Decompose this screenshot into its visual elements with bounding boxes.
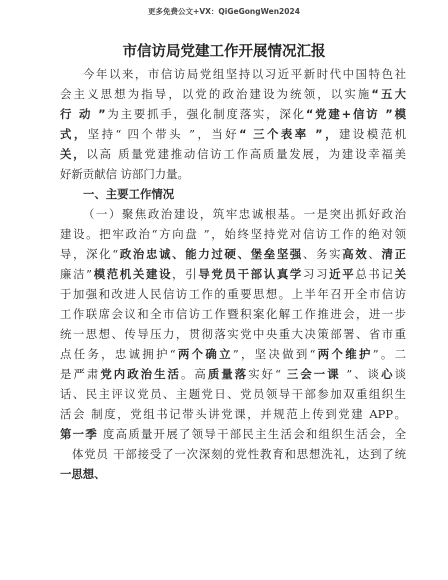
text: 好新贡献信 访部门力量。	[60, 167, 189, 181]
bold-text: 清正	[381, 247, 406, 261]
bold-text: “党建+信访 ”模	[305, 107, 406, 121]
text: 习习	[302, 267, 330, 281]
text: ”，坚决做到“	[232, 347, 316, 361]
text: ，引	[172, 267, 199, 281]
text: 会主义思想为指导，以党的政治建设为统领，以实施	[60, 87, 372, 101]
text: （一）聚焦政治建设，筑牢忠诚根基。一是突出抓好政治	[83, 207, 406, 221]
bold-text: “ 三个表率 ”，	[239, 127, 340, 141]
text: 导，深化“	[60, 247, 119, 261]
text: 廉洁	[60, 267, 87, 281]
text: 是严肃	[60, 367, 101, 381]
bold-text: 第一季	[60, 427, 99, 441]
intro-line-5	[60, 144, 406, 164]
bold-text: “五大	[371, 87, 406, 101]
bold-text: 式，	[60, 127, 88, 141]
bold-text: 关，	[60, 147, 87, 161]
text: ”、谈	[340, 367, 382, 381]
text: 为主要抓手，强化制度落实，深化	[105, 107, 306, 121]
text: 建设模范机	[339, 127, 406, 141]
bold-text: 近平	[329, 267, 356, 281]
para-line-1	[60, 204, 406, 224]
bold-text: 两个确立	[175, 347, 233, 361]
para-line-14: 一思想、	[60, 467, 106, 481]
text: 谈	[394, 367, 406, 381]
intro-line-3	[60, 104, 406, 124]
para-line-8	[60, 344, 406, 364]
para-line-6	[60, 304, 406, 324]
text: 工作联席会议和全市信访工作暨积案化解工作推进会，进一步	[60, 307, 406, 321]
para-line-13	[60, 444, 406, 464]
text: 以高 质量党建推动信访工作高质量发展，为建设幸福美	[86, 147, 406, 161]
document-body	[60, 64, 406, 484]
text: 活会 制度，党组书记带头讲党课，并规范上传到党建 APP。	[60, 407, 406, 421]
bold-text: 党内政治生活	[100, 367, 181, 381]
bold-text: 行 动 ”	[60, 107, 106, 121]
text: 总书记	[355, 267, 395, 281]
text: 、	[368, 247, 382, 261]
intro-line-2	[60, 84, 406, 104]
text: 实好“	[248, 367, 281, 381]
text: 度高质量开展了领导干部民主生活会和组织生活会，全	[98, 427, 406, 441]
intro-line-6	[60, 164, 406, 184]
intro-line-4	[60, 124, 406, 144]
text: 。高	[180, 367, 208, 381]
para-line-9	[60, 364, 406, 384]
text: 建设。把牢政治“方向盘 ”，始终坚持党对信访工作的绝对领	[60, 227, 406, 241]
intro-line-1	[60, 64, 406, 84]
text: 点任务，忠诚拥护“	[60, 347, 176, 361]
bold-text: 关	[394, 267, 406, 281]
para-line-7	[60, 324, 406, 344]
text: ”。二	[372, 347, 406, 361]
header-note: 更多免费公文+VX：QiGeGongWen2024	[148, 7, 300, 16]
para-line-2	[60, 224, 406, 244]
bold-text: 导党员干部认真学	[198, 267, 303, 281]
text: 于加强和改进人民信访工作的重要思想。上半年召开全市信访	[60, 287, 406, 301]
document-title: 市信访局党建工作开展情况汇报	[122, 44, 326, 60]
text: ”	[86, 267, 92, 281]
text: 今年以来，市信访局党组坚持以习近平新时代中国特色社	[83, 67, 406, 81]
bold-text: 模范机关建设	[92, 267, 173, 281]
para-line-10	[60, 384, 406, 404]
text: 坚持“ 四个带头 ”，当好	[87, 127, 240, 141]
para-line-4	[60, 264, 406, 284]
bold-text: 高效	[342, 247, 369, 261]
bold-text: 政治忠诚、能力过硬、堡垒坚强	[118, 247, 303, 261]
bold-text: 质量落	[207, 367, 249, 381]
text: 、务实	[302, 247, 343, 261]
text: 统一思想、传导压力，贯彻落实党中央重大决策部署、省市重	[60, 327, 406, 341]
para-line-3	[60, 244, 406, 264]
section-heading: 一、主要工作情况	[83, 187, 175, 201]
text: 体党员 干部接受了一次深刻的党性教育和思想洗礼，达到了统	[72, 447, 406, 461]
bold-text: 三会一课	[280, 367, 341, 381]
text: 话、民主评议党员、主题党日、党员领导干部参加双重组织生	[60, 387, 406, 401]
para-line-11	[60, 404, 406, 424]
para-line-12	[60, 424, 406, 444]
bold-text: 心	[381, 367, 395, 381]
para-line-5	[60, 284, 406, 304]
bold-text: 两个维护	[315, 347, 373, 361]
